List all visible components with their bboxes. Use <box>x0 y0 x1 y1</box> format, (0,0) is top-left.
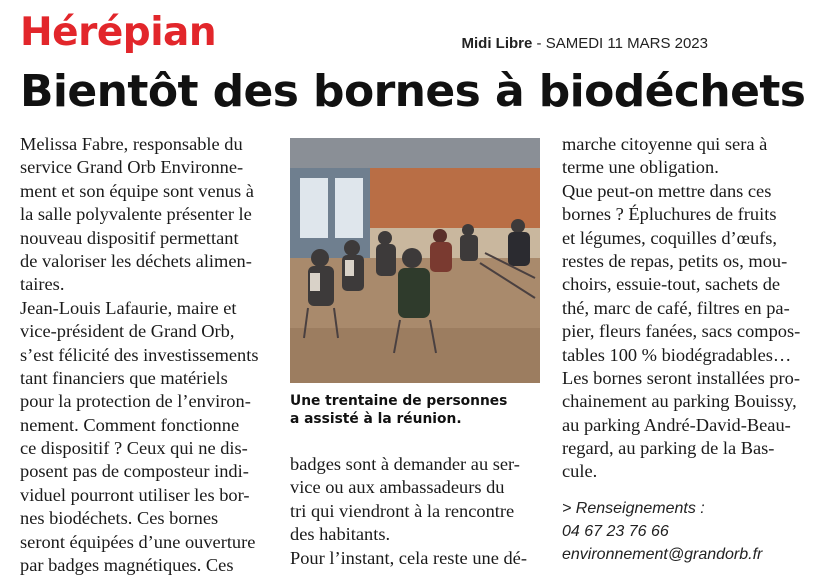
text-line: restes de repas, petits os, mou- <box>562 250 788 271</box>
text-line: Les bornes seront installées pro- <box>562 367 800 388</box>
text-line: taires. <box>20 274 65 295</box>
text-line: s’est félicité des investissements <box>20 344 259 365</box>
text-line: Pour l’instant, cela reste une dé- <box>290 547 527 568</box>
text-line: regard, au parking de la Bas- <box>562 438 775 459</box>
text-line: marche citoyenne qui sera à <box>562 134 768 154</box>
text-line: chainement au parking Bouissy, <box>562 391 797 412</box>
text-line: cule. <box>562 461 598 482</box>
text-line: vice-président de Grand Orb, <box>20 321 235 342</box>
caption-line: Une trentaine de personnes <box>290 393 508 409</box>
text-line: posent pas de composteur indi- <box>20 461 249 482</box>
text-line: choirs, essuie-tout, sachets de <box>562 274 781 295</box>
publication-separator: - <box>532 35 546 52</box>
text-line: tant financiers que matériels <box>20 367 228 388</box>
text-line: des habitants. <box>290 524 391 545</box>
text-line: Jean-Louis Lafaurie, maire et <box>20 297 237 318</box>
text-line: badges sont à demander au ser- <box>290 454 520 474</box>
contact-info <box>562 497 812 566</box>
info-line: > Renseignements : <box>562 500 705 517</box>
text-line: nes biodéchets. Ces bornes <box>20 508 219 529</box>
text-line: seront équipées d’une ouverture <box>20 531 256 552</box>
text-line: pour la protection de l’environ- <box>20 391 251 412</box>
text-line: par badges magnétiques. Ces <box>20 555 234 576</box>
caption-line: a assisté à la réunion. <box>290 411 462 427</box>
text-line: terme une obligation. <box>562 157 719 178</box>
text-line: au parking André-David-Beau- <box>562 414 791 435</box>
text-line: bornes ? Épluchures de fruits <box>562 204 777 225</box>
text-line: tri qui viendront à la rencontre <box>290 500 515 521</box>
text-line: nouveau dispositif permettant <box>20 227 239 248</box>
text-line: Melissa Fabre, responsable du <box>20 134 243 154</box>
text-line: vice ou aux ambassadeurs du <box>290 477 505 498</box>
article-column-1 <box>20 133 272 577</box>
publication-name: Midi Libre <box>461 35 533 52</box>
photo-caption <box>290 392 542 428</box>
publication-date: SAMEDI 11 MARS 2023 <box>545 35 708 52</box>
text-line: Que peut-on mettre dans ces <box>562 180 772 201</box>
text-line: de valoriser les déchets alimen- <box>20 250 252 271</box>
text-line: et légumes, coquilles d’œufs, <box>562 227 778 248</box>
text-line: nement. Comment fonctionne <box>20 414 240 435</box>
article-photo <box>290 138 540 383</box>
info-line: 04 67 23 76 66 <box>562 523 669 540</box>
text-line: tables 100 % biodégradables… <box>562 344 792 365</box>
publication-line <box>462 35 708 52</box>
text-line: ce dispositif ? Ceux qui ne dis- <box>20 438 248 459</box>
info-line: environnement@grandorb.fr <box>562 546 763 563</box>
text-line: ment et son équipe sont venus à <box>20 180 254 201</box>
text-line: thé, marc de café, filtres en pa- <box>562 297 790 318</box>
article-headline: Bientôt des bornes à biodéchets <box>20 66 806 117</box>
text-line: service Grand Orb Environne- <box>20 157 244 178</box>
text-line: viduel pourront utiliser les bor- <box>20 484 250 505</box>
text-line: la salle polyvalente présenter le <box>20 204 252 225</box>
article-column-2 <box>290 453 540 570</box>
article-column-3 <box>562 133 812 484</box>
article-kicker: Hérépian <box>20 10 217 55</box>
text-line: pier, fleurs fanées, sacs compos- <box>562 321 801 342</box>
